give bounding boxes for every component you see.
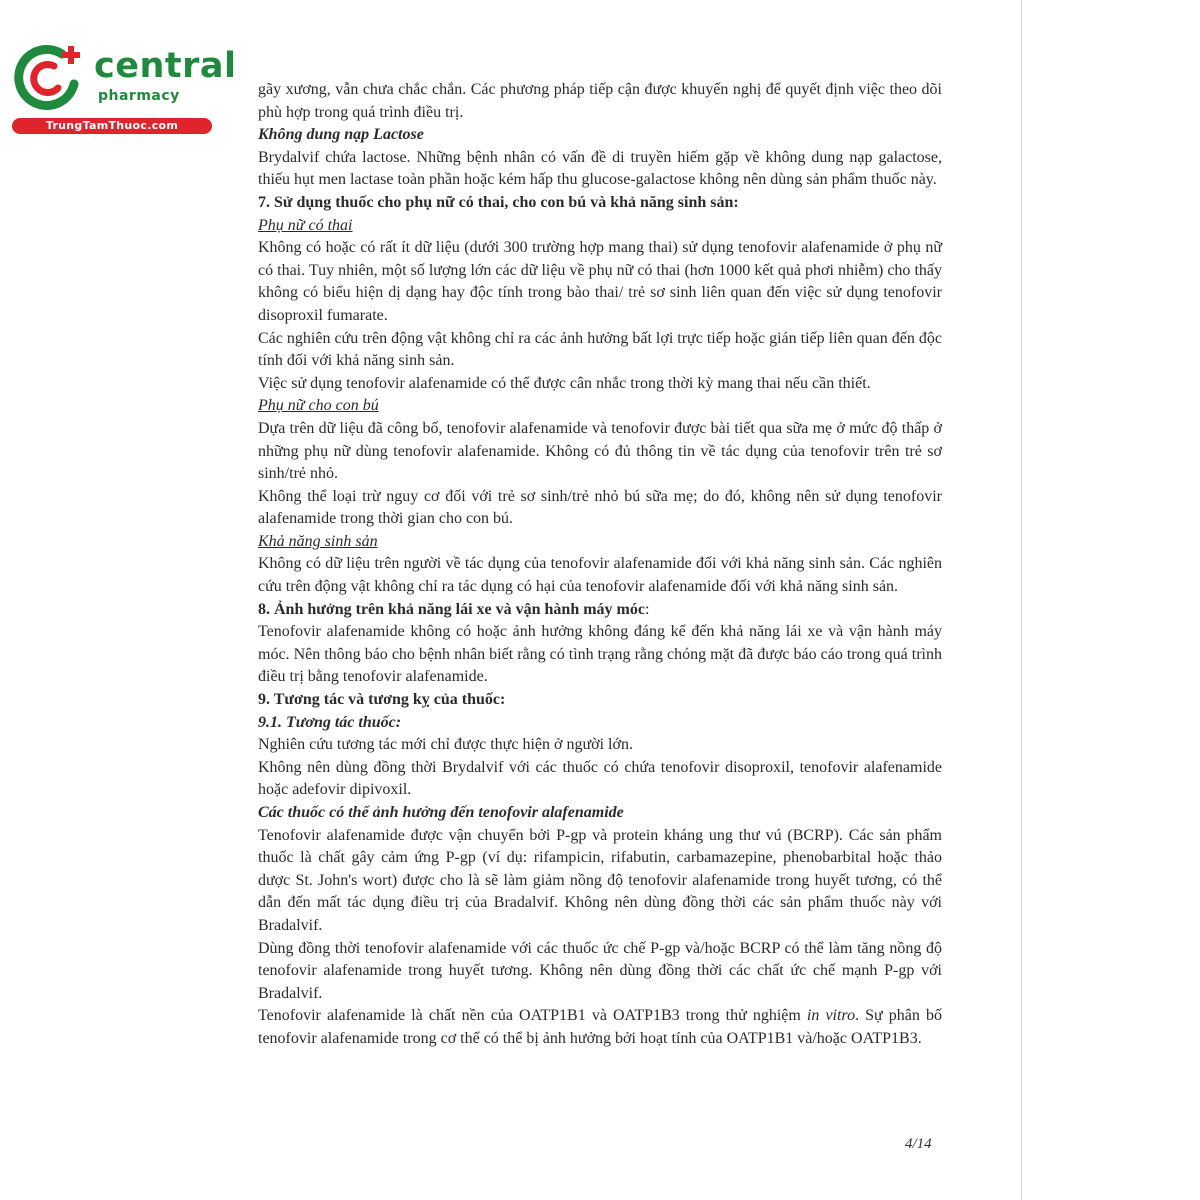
paragraph-nursing-1: Dựa trên dữ liệu đã công bố, tenofovir alafenamide và tenofovir được bài tiết qua sữa mẹ ở mức độ thấp ở những phụ nữ dùng tenofovir alafenamide. Không có đủ thông tin về tác dụng của tenofovir trên trẻ sơ sinh/trẻ nhỏ. — [258, 419, 942, 483]
heading-lactose: Không dung nạp Lactose — [258, 126, 424, 144]
paragraph-pregnant-1: Không có hoặc có rất ít dữ liệu (dưới 300 trường hợp mang thai) sử dụng tenofovir alafenamide ở phụ nữ có thai. Tuy nhiên, một số lượng lớn các dữ liệu về phụ nữ có thai (hơn 1000 kết quả phơi nhiễm) cho thấy không có biểu hiện dị dạng hay độc tính trong bào thai/ trẻ sơ sinh liên quan đến việc sử dụng tenofovir disoproxil fumarate. — [258, 239, 942, 324]
central-pharmacy-logo — [8, 36, 237, 138]
document-body — [258, 79, 942, 1051]
section-heading-9-1: 9.1. Tương tác thuốc: — [258, 713, 402, 731]
subheading-pregnant: Phụ nữ có thai — [258, 216, 353, 234]
page-edge-line — [1021, 0, 1022, 1200]
logo-sub-text: pharmacy — [98, 88, 180, 104]
section-heading-8-text: 8. Ảnh hưởng trên khả năng lái xe và vận hành máy móc — [258, 600, 645, 618]
page-number: 4/14 — [905, 1136, 932, 1152]
paragraph-affecting-3-a: Tenofovir alafenamide là chất nền của OATP1B1 và OATP1B3 trong thử nghiệm — [258, 1007, 807, 1025]
paragraph-affecting-3-b: . Sự phân bố tenofovir alafenamide trong cơ thể có thể bị ảnh hưởng bởi hoạt tính của OATP1B1 và/hoặc OATP1B3. — [258, 1007, 942, 1047]
paragraph-affecting-3-italic: in vitro — [806, 1007, 856, 1025]
pharmacy-cross-logo-icon — [12, 40, 88, 112]
paragraph-fertility: Không có dữ liệu trên người về tác dụng của tenofovir alafenamide đối với khả năng sinh sản. Các nghiên cứu trên động vật không chỉ ra tác dụng có hại của tenofovir alafenamide đối với khả năng sinh sản. — [258, 555, 942, 596]
paragraph-lactose: Brydalvif chứa lactose. Những bệnh nhân có vấn đề di truyền hiếm gặp về không dung nạp galactose, thiếu hụt men lactase toàn phần hoặc kém hấp thu glucose-galactose không nên dùng sản phẩm thuốc này. — [258, 148, 942, 189]
paragraph-nursing-2: Không thể loại trừ nguy cơ đối với trẻ sơ sinh/trẻ nhỏ bú sữa mẹ; do đó, không nên sử dụng tenofovir alafenamide trong thời gian cho con bú. — [258, 487, 942, 528]
paragraph-driving: Tenofovir alafenamide không có hoặc ảnh hưởng không đáng kể đến khả năng lái xe và vận hành máy móc. Nên thông báo cho bệnh nhân biết rằng có tình trạng rằng chóng mặt đã được báo cáo trong quá trình điều trị bằng tenofovir alafenamide. — [258, 623, 942, 686]
section-heading-9: 9. Tương tác và tương kỵ của thuốc: — [258, 691, 506, 709]
paragraph-pregnant-2: Các nghiên cứu trên động vật không chỉ ra các ảnh hưởng bất lợi trực tiếp hoặc gián tiếp liên quan đến độc tính đối với khả năng sinh sản. — [258, 329, 942, 370]
subheading-fertility: Khả năng sinh sản — [258, 532, 378, 550]
paragraph-interaction-1: Nghiên cứu tương tác mới chỉ được thực hiện ở người lớn. — [258, 736, 633, 754]
paragraph-affecting-3 — [258, 1005, 942, 1050]
paragraph-intro: gãy xương, vẫn chưa chắc chắn. Các phương pháp tiếp cận được khuyến nghị để quyết định việc theo dõi phù hợp trong quá trình điều trị. — [258, 81, 942, 121]
logo-url-badge: TrungTamThuoc.com — [12, 118, 212, 134]
section-heading-7: 7. Sử dụng thuốc cho phụ nữ có thai, cho con bú và khả năng sinh sản: — [258, 193, 739, 211]
paragraph-pregnant-3: Việc sử dụng tenofovir alafenamide có thể được cân nhắc trong thời kỳ mang thai nếu cần thiết. — [258, 374, 871, 392]
paragraph-affecting-1: Tenofovir alafenamide được vận chuyển bởi P-gp và protein kháng ung thư vú (BCRP). Các sản phẩm thuốc là chất gây cảm ứng P-gp (ví dụ: rifampicin, rifabutin, carbamazepine, phenobarbital hoặc thảo dược St. John's wort) được cho là sẽ làm giảm nồng độ tenofovir alafenamide trong huyết tương, có thể dẫn đến mất tác dụng điều trị của Bradalvif. Không nên dùng đồng thời các sản phẩm thuốc này với Bradalvif. — [258, 826, 942, 934]
logo-brand-text: central — [94, 46, 237, 86]
paragraph-interaction-2: Không nên dùng đồng thời Brydalvif với các thuốc có chứa tenofovir disoproxil, tenofovir alafenamide hoặc adefovir dipivoxil. — [258, 758, 942, 799]
heading-affecting-drugs: Các thuốc có thể ảnh hưởng đến tenofovir alafenamide — [258, 804, 624, 821]
paragraph-affecting-2: Dùng đồng thời tenofovir alafenamide với các thuốc ức chế P-gp và/hoặc BCRP có thể làm tăng nồng độ tenofovir alafenamide trong huyết tương. Không nên dùng đồng thời các chất ức chế mạnh P-gp với Bradalvif. — [258, 939, 942, 1002]
subheading-nursing: Phụ nữ cho con bú — [258, 397, 379, 415]
section-heading-8-colon: : — [644, 600, 650, 618]
section-heading-8 — [258, 599, 942, 622]
